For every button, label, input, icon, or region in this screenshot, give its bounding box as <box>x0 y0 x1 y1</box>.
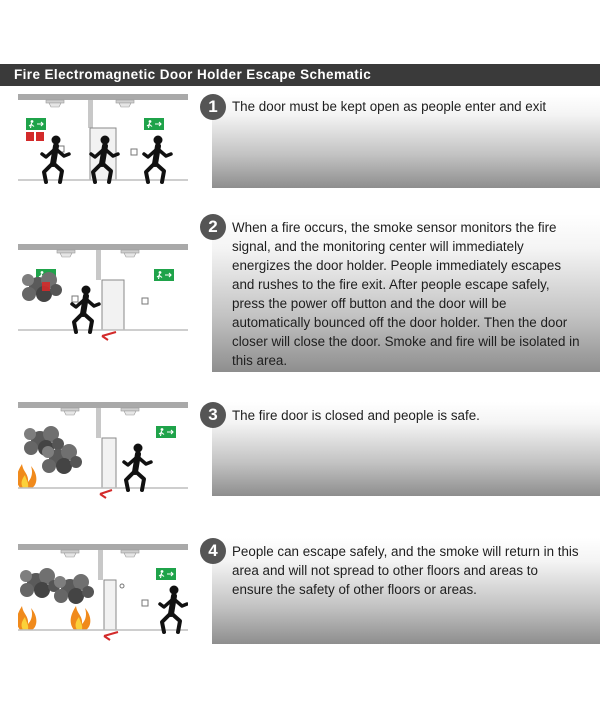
step-4-number-badge: 4 <box>200 538 226 564</box>
scene-4-closed-fire-door <box>104 580 116 630</box>
scene-1-illustration <box>18 94 188 196</box>
scene-2-ceiling <box>18 244 188 250</box>
title-bar <box>0 64 600 86</box>
step-1-number-badge: 1 <box>200 94 226 120</box>
scene-3-closed-fire-door <box>102 438 116 488</box>
scene-2-fire-door-closing <box>102 280 124 330</box>
scene-4-wall-partition <box>98 550 103 580</box>
scene-1-wall-partition <box>88 100 93 128</box>
scene-4-exit-sign-right <box>156 568 176 580</box>
step-4-description: People can escape safely, and the smoke will return in this area and will not spread to other floors and areas to ensure the safety of other floors or areas. <box>232 544 579 597</box>
scene-1-exit-sign-left <box>26 118 46 130</box>
scene-1-door-holder <box>131 149 137 155</box>
scene-4-ceiling <box>18 544 188 550</box>
step-2-description: When a fire occurs, the smoke sensor monitors the fire signal, and the monitoring center will immediately energizes the door holder. People immediately escapes and rushes to the fire exit. After people escape safely, press the power off button and the door will be automatically bounced off the door holder. Then the door closer will close the door. Smoke and fire will be isolated in this area. <box>232 220 580 368</box>
step-3-description: The fire door is closed and people is safe. <box>232 408 480 423</box>
diagram-title: Fire Electromagnetic Door Holder Escape Schematic <box>14 67 372 82</box>
step-1-description: The door must be kept open as people enter and exit <box>232 99 547 114</box>
step-2-number-badge: 2 <box>200 214 226 240</box>
scene-2-door-holder <box>142 298 148 304</box>
scene-2-fire-alarm <box>42 282 50 291</box>
scene-3-ceiling <box>18 402 188 408</box>
scene-3-wall-partition <box>96 408 101 438</box>
scene-4-door-holder <box>142 600 148 606</box>
scene-1-ceiling <box>18 94 188 100</box>
scene-3-illustration <box>18 402 188 502</box>
scene-2-wall-switch <box>72 296 78 302</box>
scene-2-illustration <box>18 244 188 344</box>
title-divider <box>0 86 600 90</box>
scene-4-illustration <box>18 544 188 644</box>
scene-2-exit-sign-right <box>154 269 174 281</box>
scene-1-exit-sign-right <box>144 118 164 130</box>
scene-2-wall-partition <box>96 250 101 280</box>
scene-1-fire-alarm-button <box>26 132 34 141</box>
scene-1-fire-alarm-bell <box>36 132 44 141</box>
scene-3-exit-sign-right <box>156 426 176 438</box>
step-3-number-badge: 3 <box>200 402 226 428</box>
